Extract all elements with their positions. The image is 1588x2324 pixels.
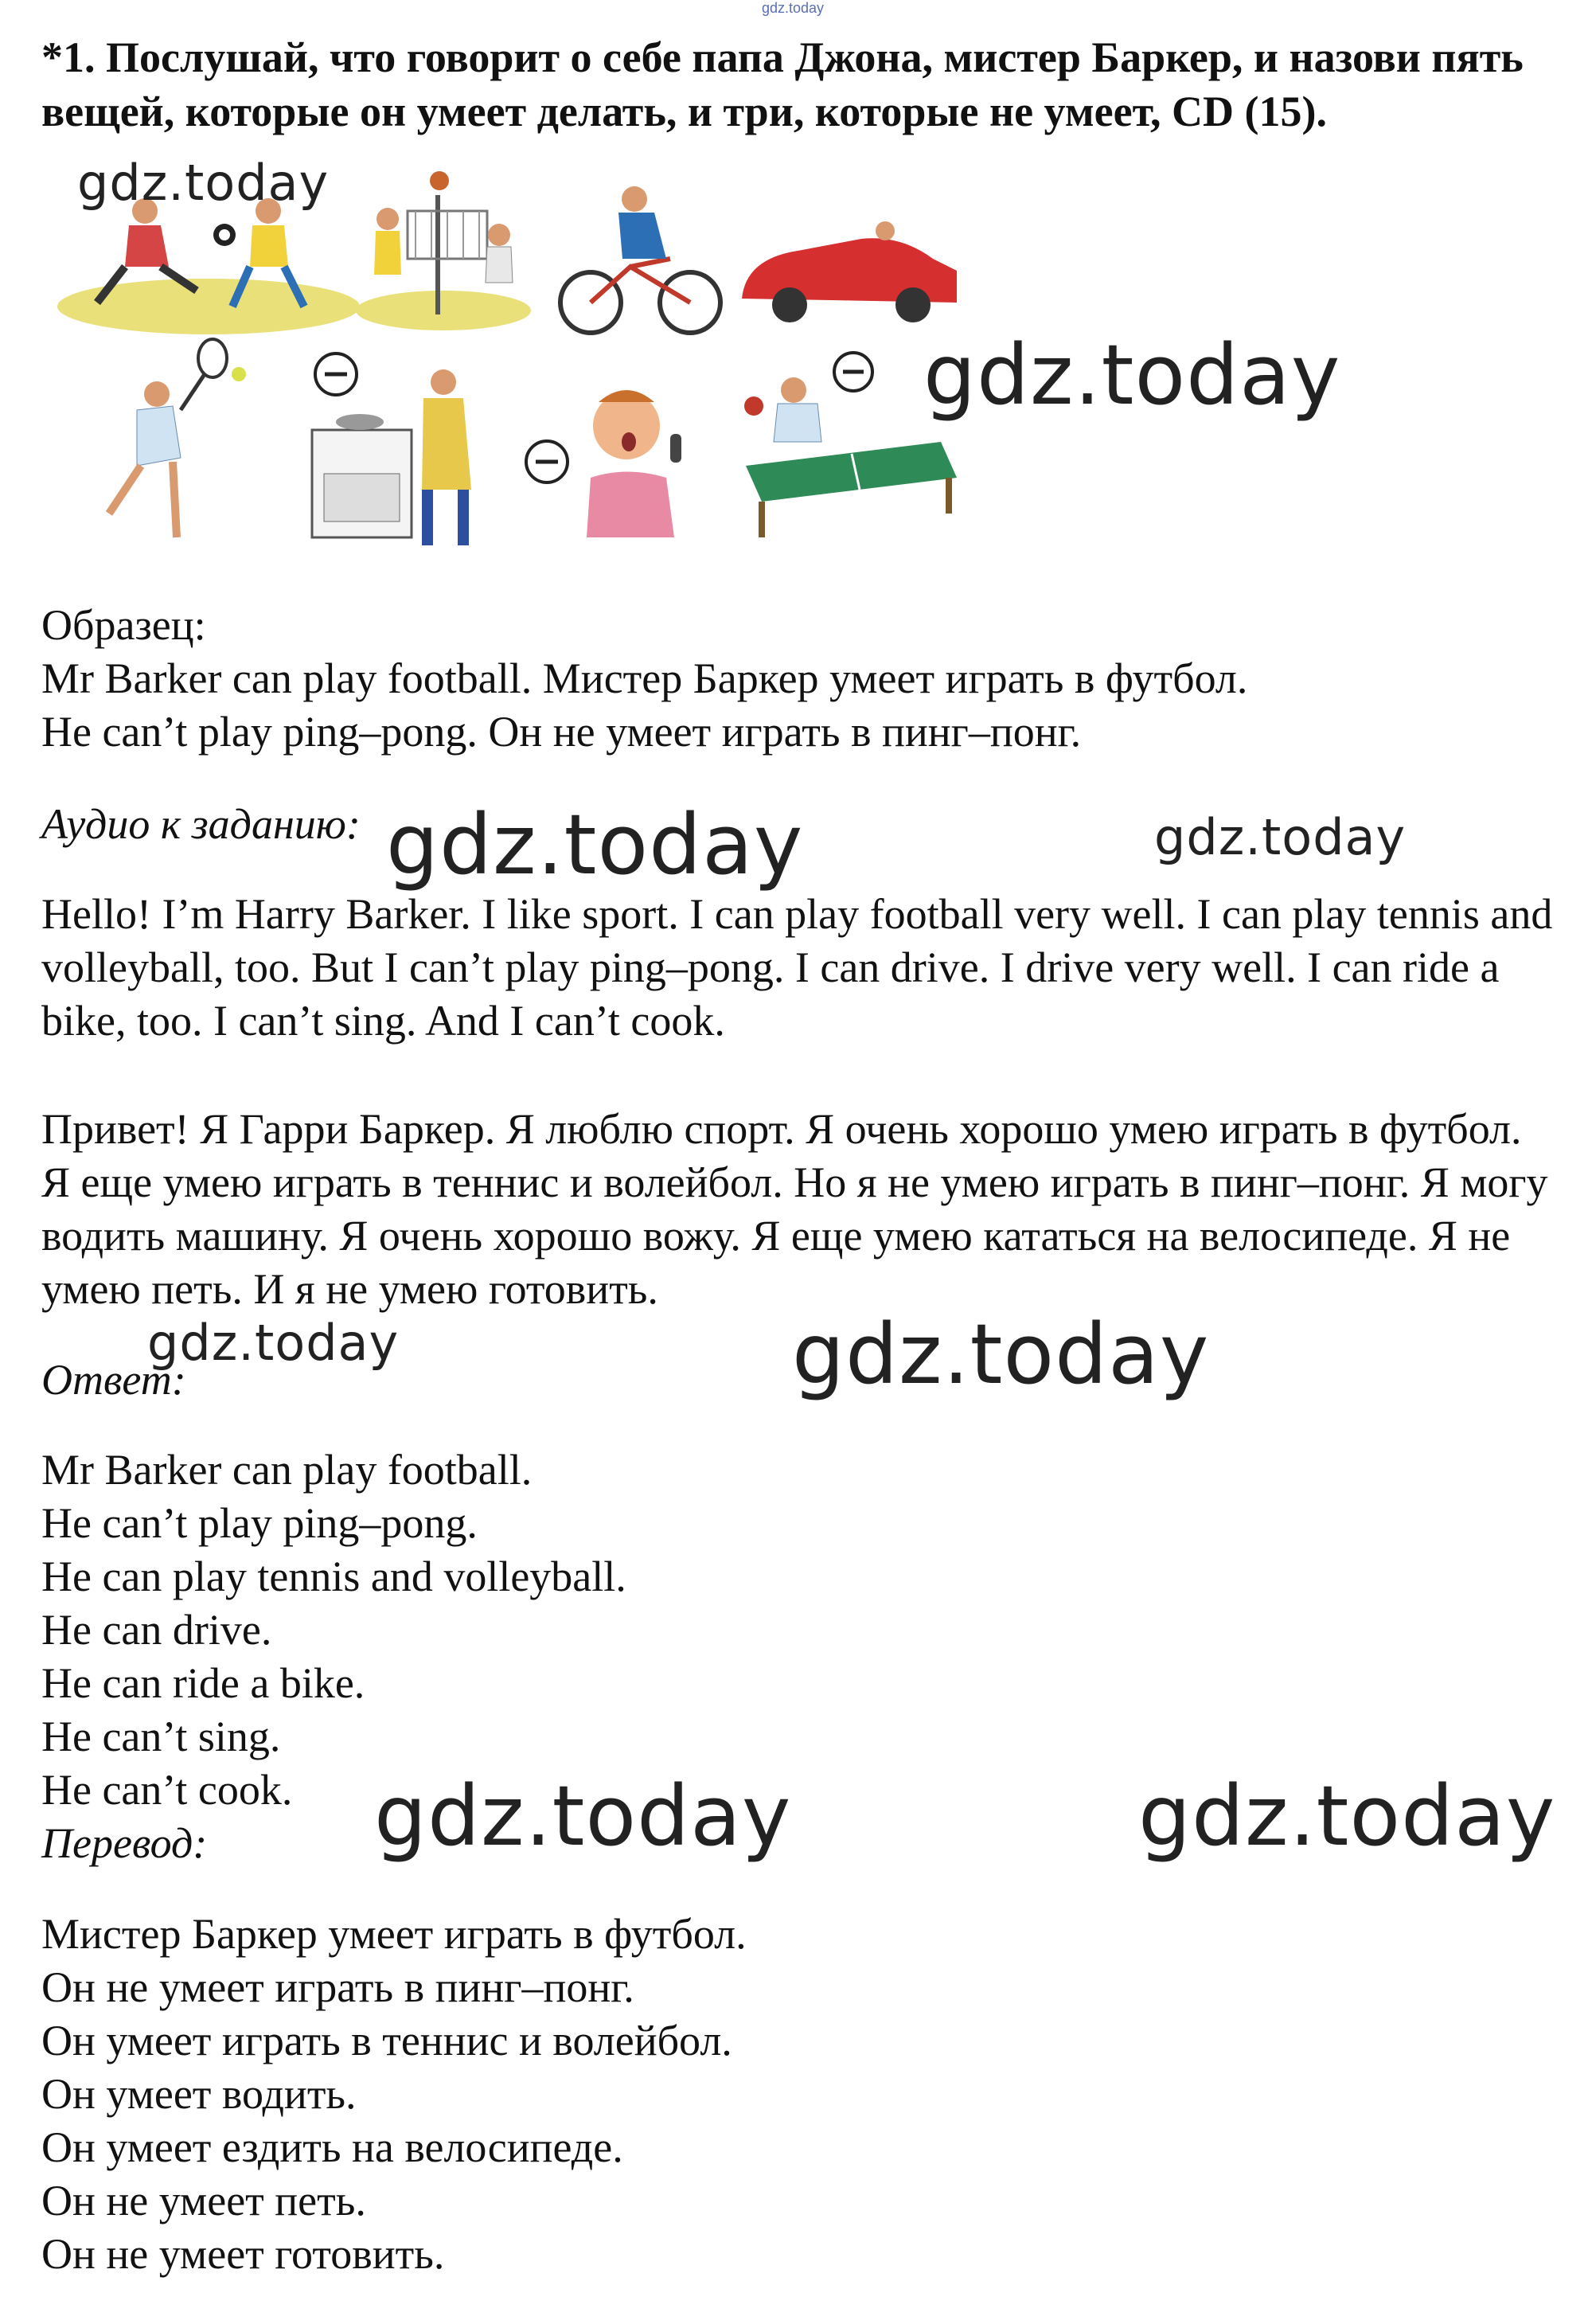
- car-icon: [742, 221, 957, 322]
- translation-line-1: Мистер Баркер умеет играть в футбол.: [41, 1910, 747, 1958]
- cyclist-icon: [560, 186, 720, 333]
- answer-line-3: He can play tennis and volleyball.: [41, 1553, 626, 1600]
- watermark-5: gdz.today: [792, 1306, 1210, 1403]
- sample-line-1: Mr Barker can play football. Мистер Баркер умеет играть в футбол.: [41, 654, 1248, 702]
- audio-label: Аудио к заданию:: [41, 800, 361, 848]
- translation-line-4: Он умеет водить.: [41, 2070, 357, 2118]
- answer-line-7: He can’t cook.: [41, 1766, 293, 1814]
- watermark-1: gdz.today: [923, 326, 1341, 424]
- translation-line-2: Он не умеет играть в пинг–понг.: [41, 1963, 634, 2011]
- activities-illustration: [41, 154, 977, 565]
- football-players-icon: [57, 198, 360, 334]
- activities-picture: [41, 163, 977, 565]
- translation-line-6: Он не умеет петь.: [41, 2177, 366, 2224]
- answer-line-5: He can ride a bike.: [41, 1659, 365, 1707]
- answer-line-4: He can drive.: [41, 1606, 272, 1654]
- watermark-3: gdz.today: [1154, 808, 1407, 866]
- volleyball-players-icon: [356, 171, 531, 330]
- answer-line-1: Mr Barker can play football.: [41, 1446, 533, 1494]
- translation-line-5: Он умеет ездить на велосипеде.: [41, 2123, 623, 2171]
- illustration-watermark: gdz.today: [77, 154, 330, 212]
- audio-russian: Привет! Я Гарри Баркер. Я люблю спорт. Я очень хорошо умею играть в футбол. Я еще умею играть в теннис и волейбол. Но я не умею играть в пинг–понг. Я могу водить машину. Я очень хорошо вожу. Я еще умею кататься на велосипеде. Я не умею петь. И я не умею готовить.: [41, 1105, 1548, 1313]
- translation-label: Перевод:: [41, 1819, 208, 1867]
- watermark-6: gdz.today: [374, 1767, 792, 1865]
- sample-line-2: He can’t play ping–pong. Он не умеет играть в пинг–понг.: [41, 708, 1082, 756]
- tennis-player-icon: [109, 339, 246, 537]
- answer-label: Ответ:: [41, 1356, 186, 1404]
- answer-line-6: He can’t sing.: [41, 1713, 281, 1760]
- cooking-man-icon: [312, 353, 471, 545]
- translation-line-7: Он не умеет готовить.: [41, 2230, 445, 2278]
- top-watermark: gdz.today: [762, 0, 825, 16]
- singing-man-icon: [526, 390, 681, 537]
- watermark-2: gdz.today: [386, 796, 804, 893]
- task-title: *1. Послушай, что говорит о себе папа Джона, мистер Баркер, и назови пять вещей, которые он умеет делать, и три, которые не умеет, CD (15).: [41, 33, 1524, 135]
- translation-line-3: Он умеет играть в теннис и волейбол.: [41, 2017, 732, 2064]
- audio-english: Hello! I’m Harry Barker. I like sport. I can play football very well. I can play tennis and volleyball, too. But I can’t play ping–pong. I can drive. I drive very well. I can ride a bike, too. I can’t sing. And I can’t cook.: [41, 890, 1553, 1045]
- sample-label: Образец:: [41, 601, 206, 649]
- watermark-7: gdz.today: [1138, 1767, 1556, 1865]
- watermark-4: gdz.today: [147, 1314, 400, 1372]
- answer-line-2: He can’t play ping–pong.: [41, 1499, 478, 1547]
